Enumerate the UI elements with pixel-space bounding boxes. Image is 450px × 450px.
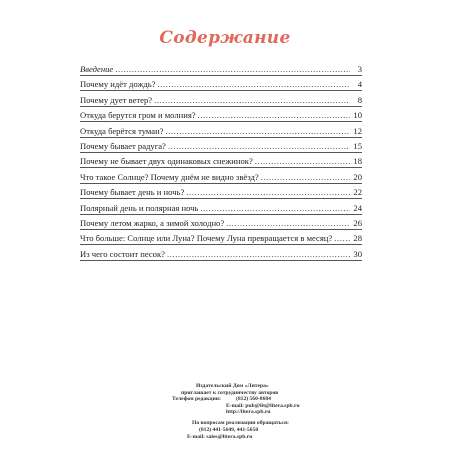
toc-entry[interactable] — [80, 64, 362, 76]
toc-entry-title: Почему не бывает двух одинаковых снежинок? — [80, 156, 253, 167]
toc-entry-page: 24 — [353, 202, 362, 213]
toc-leader-dots — [226, 218, 350, 228]
toc-leader-dots — [334, 233, 350, 243]
toc-entry[interactable] — [80, 79, 362, 91]
toc-entry-page: 30 — [353, 248, 362, 259]
toc-leader-dots — [198, 110, 350, 120]
toc-entry-page: 15 — [353, 140, 362, 151]
toc-entry[interactable] — [80, 110, 362, 122]
toc-entry-title: Почему бывает радуга? — [80, 140, 166, 151]
toc-entry-page: 20 — [353, 171, 362, 182]
toc-entry[interactable] — [80, 187, 362, 199]
imprint-url[interactable]: http://litera.spb.ru — [226, 409, 271, 416]
toc-entry-title: Откуда берутся гром и молния? — [80, 110, 196, 121]
toc-entry-page: 8 — [357, 94, 362, 105]
toc-entry[interactable] — [80, 156, 362, 168]
imprint-publisher: Издательский Дом «Литера» — [196, 383, 269, 389]
imprint-editorial-phone: (812) 560-8684 — [236, 396, 271, 403]
toc-entry-title: Почему идёт дождь? — [80, 79, 156, 90]
toc-leader-dots — [255, 156, 350, 166]
toc-entry[interactable] — [80, 203, 362, 215]
toc-entry[interactable] — [80, 95, 362, 107]
toc-entry[interactable] — [80, 141, 362, 153]
toc-entry-title: Откуда берётся туман? — [80, 125, 164, 136]
toc-entry-page: 26 — [353, 217, 362, 228]
toc-entry-page: 22 — [353, 187, 362, 198]
toc-entry-page: 28 — [353, 233, 362, 244]
toc-leader-dots — [200, 203, 350, 213]
imprint-sales-label: По вопросам реализации обращаться: — [192, 420, 289, 427]
toc-entry[interactable] — [80, 233, 362, 245]
table-of-contents — [80, 64, 362, 264]
toc-entry-title: Почему летом жарко, а зимой холодно? — [80, 217, 225, 228]
toc-entry[interactable] — [80, 218, 362, 230]
toc-entry-page: 12 — [353, 125, 362, 136]
toc-leader-dots — [168, 141, 350, 151]
toc-entry-title: Что больше: Солнце или Луна? Почему Луна превращается в месяц? — [80, 233, 333, 244]
toc-entry-title: Почему дует ветер? — [80, 94, 153, 105]
toc-leader-dots — [158, 79, 351, 89]
toc-entry[interactable] — [80, 249, 362, 261]
toc-entry-page: 10 — [353, 110, 362, 121]
toc-entry-page: 18 — [353, 156, 362, 167]
toc-entry-title: Введение — [80, 64, 114, 74]
toc-leader-dots — [115, 64, 350, 74]
toc-leader-dots — [261, 172, 350, 182]
toc-entry[interactable] — [80, 172, 362, 184]
toc-entry-page: 4 — [357, 79, 362, 90]
toc-leader-dots — [167, 249, 350, 259]
toc-entry-title: Что такое Солнце? Почему днём не видно звёзд? — [80, 171, 259, 182]
page-title: Содержание — [159, 28, 291, 48]
toc-entry-title: Из чего состоит песок? — [80, 248, 165, 259]
toc-entry[interactable] — [80, 126, 362, 138]
toc-leader-dots — [166, 126, 351, 136]
toc-entry-page: 3 — [357, 64, 362, 74]
imprint-sales-email[interactable]: E-mail: sales@litera.spb.ru — [187, 433, 253, 440]
toc-entry-title: Почему бывает день и ночь? — [80, 187, 185, 198]
toc-leader-dots — [154, 95, 350, 105]
imprint-editorial-email[interactable]: E-mail: pub@lit@litera.spb.ru — [226, 402, 300, 409]
toc-leader-dots — [186, 187, 350, 197]
imprint-editorial-phone-label: Телефон редакции: — [172, 396, 221, 403]
imprint-sales-phone: (812) 441-5649, 441-5650 — [199, 427, 259, 433]
imprint-invite: приглашает к сотрудничеству авторов — [181, 389, 279, 396]
toc-entry-title: Полярный день и полярная ночь — [80, 202, 199, 213]
